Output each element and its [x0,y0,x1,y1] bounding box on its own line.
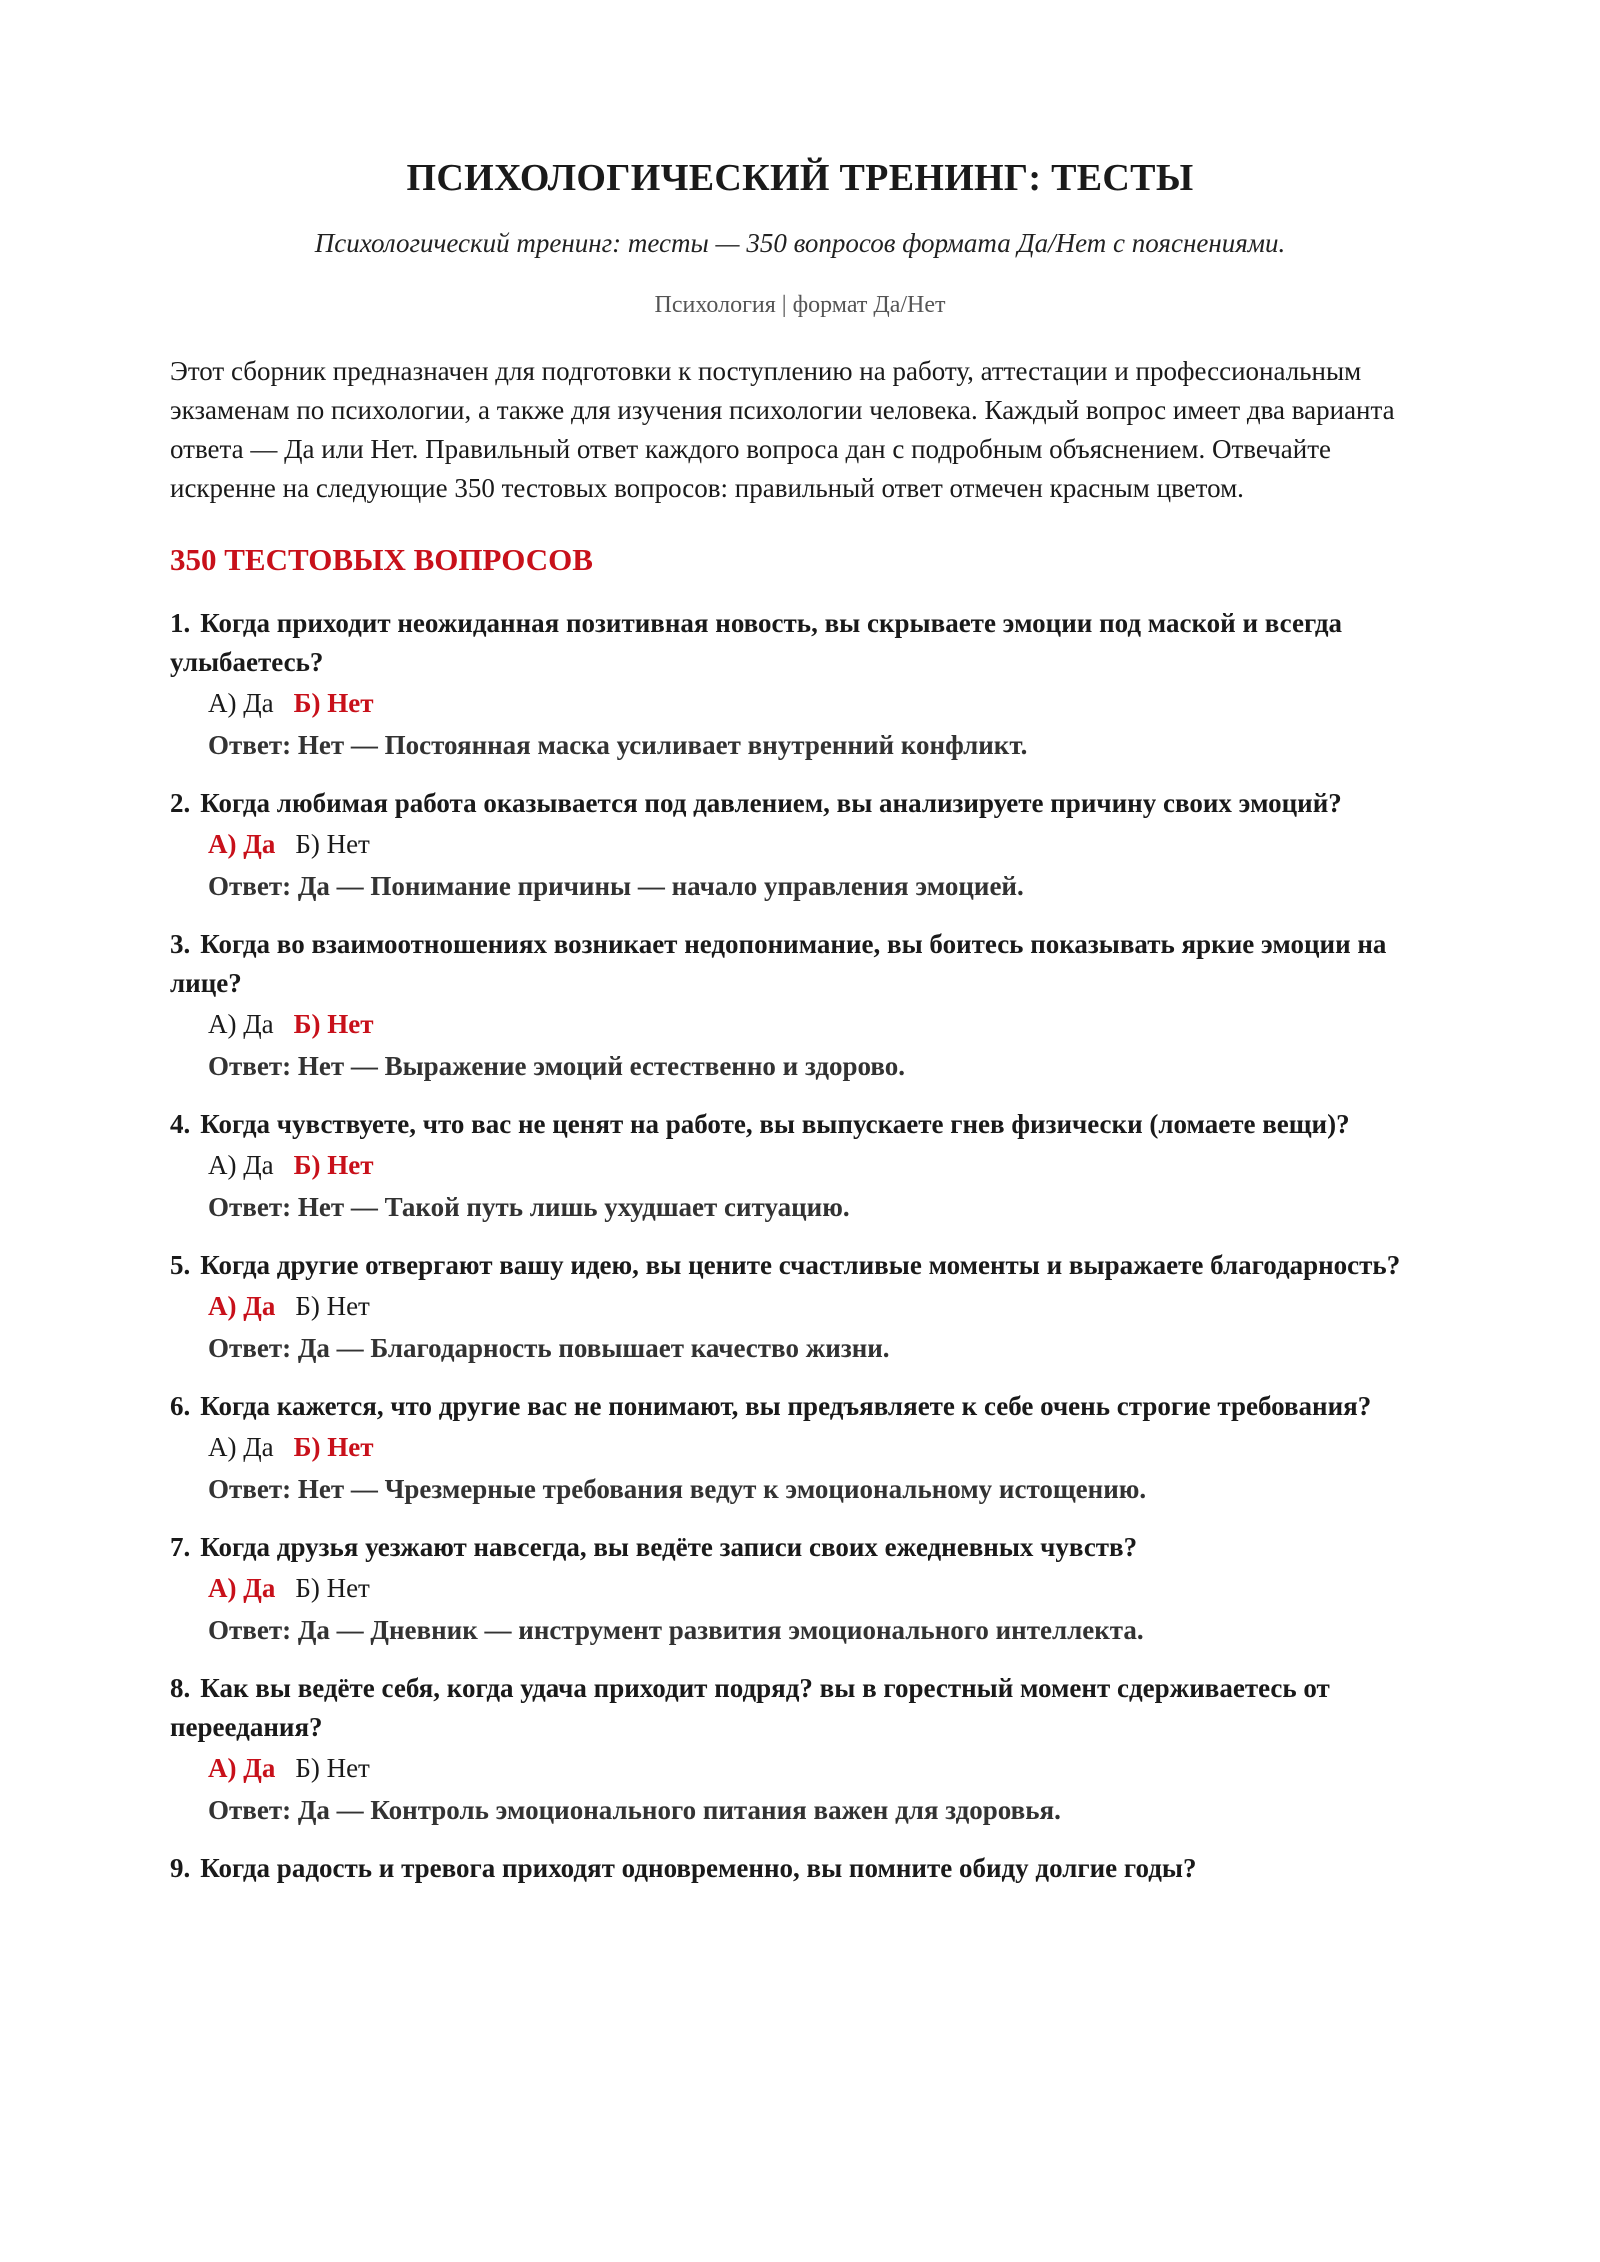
answer-options [170,682,1430,724]
question-text [170,1528,1430,1567]
question-item [170,604,1430,766]
option-b[interactable]: Б) Нет [293,1150,374,1180]
question-text [170,784,1430,823]
option-a[interactable]: А) Да [208,1009,274,1039]
option-a[interactable]: А) Да [208,1573,276,1603]
question-item [170,1528,1430,1651]
answer-options [170,1144,1430,1186]
question-item [170,1669,1430,1831]
page-title: ПСИХОЛОГИЧЕСКИЙ ТРЕНИНГ: ТЕСТЫ [406,157,1194,199]
question-item [170,925,1430,1087]
option-a[interactable]: А) Да [208,1150,274,1180]
option-b[interactable]: Б) Нет [295,1573,370,1603]
option-b[interactable]: Б) Нет [293,688,374,718]
option-a[interactable]: А) Да [208,1753,276,1783]
question-text [170,1105,1430,1144]
category-meta: Психология | формат Да/Нет [654,292,946,318]
question-text [170,925,1430,1003]
page-subtitle: Психологический тренинг: тесты — 350 вопросов формата Да/Нет с пояснениями. [314,228,1286,258]
answer-explanation: Ответ: Нет — Такой путь лишь ухудшает ситуацию. [208,1192,850,1222]
question-body: Как вы ведёте себя, когда удача приходит подряд? вы в горестный момент сдерживаетесь от переедания? [170,1673,1330,1742]
answer-explanation: Ответ: Нет — Чрезмерные требования ведут к эмоциональному истощению. [208,1474,1147,1504]
option-a[interactable]: А) Да [208,1432,274,1462]
answer-options [170,1003,1430,1045]
answer-options [170,1747,1430,1789]
question-number: 5. [170,1250,191,1280]
option-a[interactable]: А) Да [208,829,276,859]
option-b[interactable]: Б) Нет [293,1432,374,1462]
question-body: Когда чувствуете, что вас не ценят на работе, вы выпускаете гнев физически (ломаете вещи)? [200,1109,1350,1139]
question-body: Когда приходит неожиданная позитивная новость, вы скрываете эмоции под маской и всегда улыбаетесь? [170,608,1343,677]
question-number: 8. [170,1673,191,1703]
question-number: 4. [170,1109,191,1139]
option-a[interactable]: А) Да [208,688,274,718]
answer-options [170,1567,1430,1609]
question-text [170,604,1430,682]
answer-explanation: Ответ: Да — Контроль эмоционального питания важен для здоровья. [208,1795,1061,1825]
question-list [170,604,1430,1888]
question-text [170,1849,1430,1888]
question-body: Когда кажется, что другие вас не понимают, вы предъявляете к себе очень строгие требования? [200,1391,1372,1421]
option-b[interactable]: Б) Нет [295,829,370,859]
section-title: 350 ТЕСТОВЫХ ВОПРОСОВ [170,542,593,577]
question-item [170,1105,1430,1228]
answer-options [170,1426,1430,1468]
answer-explanation: Ответ: Нет — Постоянная маска усиливает внутренний конфликт. [208,730,1028,760]
question-body: Когда друзья уезжают навсегда, вы ведёте записи своих ежедневных чувств? [200,1532,1138,1562]
option-b[interactable]: Б) Нет [295,1291,370,1321]
question-number: 3. [170,929,191,959]
option-b[interactable]: Б) Нет [295,1753,370,1783]
question-number: 9. [170,1853,191,1883]
question-number: 7. [170,1532,191,1562]
option-a[interactable]: А) Да [208,1291,276,1321]
question-item [170,1849,1430,1888]
question-number: 1. [170,608,191,638]
question-item [170,1387,1430,1510]
answer-options [170,1285,1430,1327]
question-body: Когда радость и тревога приходят одновременно, вы помните обиду долгие годы? [200,1853,1197,1883]
question-number: 6. [170,1391,191,1421]
question-number: 2. [170,788,191,818]
question-item [170,1246,1430,1369]
intro-paragraph: Этот сборник предназначен для подготовки к поступлению на работу, аттестации и профессиональным экзаменам по психологии, а также для изучения психологии человека. Каждый вопрос имеет два варианта ответа — Да или Нет. Правильный ответ каждого вопроса дан с подробным объяснением. Отвечайте искренне на следующие 350 тестовых вопросов: правильный ответ отмечен красным цветом. [170,356,1395,503]
answer-explanation: Ответ: Да — Дневник — инструмент развития эмоционального интеллекта. [208,1615,1144,1645]
answer-explanation: Ответ: Да — Понимание причины — начало управления эмоцией. [208,871,1024,901]
question-text [170,1387,1430,1426]
answer-explanation: Ответ: Да — Благодарность повышает качество жизни. [208,1333,890,1363]
answer-options [170,823,1430,865]
option-b[interactable]: Б) Нет [293,1009,374,1039]
question-body: Когда другие отвергают вашу идею, вы цените счастливые моменты и выражаете благодарность? [200,1250,1401,1280]
question-item [170,784,1430,907]
question-text [170,1669,1430,1747]
question-body: Когда любимая работа оказывается под давлением, вы анализируете причину своих эмоций? [200,788,1342,818]
question-body: Когда во взаимоотношениях возникает недопонимание, вы боитесь показывать яркие эмоции на лице? [170,929,1387,998]
question-text [170,1246,1430,1285]
answer-explanation: Ответ: Нет — Выражение эмоций естественно и здорово. [208,1051,905,1081]
